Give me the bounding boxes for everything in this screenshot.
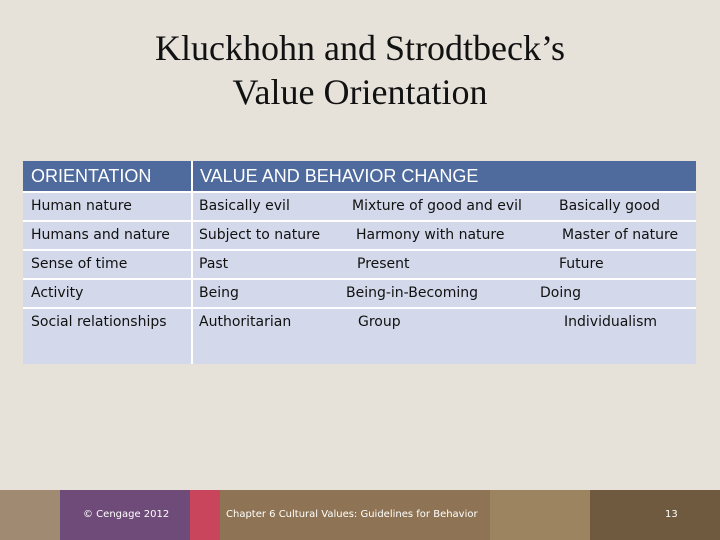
textile-stripe <box>0 490 60 540</box>
row-value: Present <box>357 256 410 272</box>
row-value: Subject to nature <box>199 227 321 243</box>
footer-page-number: 13 <box>665 509 678 520</box>
row-value: Mixture of good and evil <box>352 198 522 214</box>
footer-copyright: © Cengage 2012 <box>83 509 170 520</box>
table-header-row <box>23 161 696 191</box>
row-value: Future <box>559 256 604 272</box>
row-value: Basically evil <box>199 198 290 214</box>
row-value: Individualism <box>564 314 658 330</box>
textile-stripe <box>590 490 720 540</box>
slide-title <box>0 26 720 114</box>
title-line-2: Value Orientation <box>232 72 488 112</box>
table-row <box>23 280 696 307</box>
row-value: Basically good <box>559 198 661 214</box>
row-label: Activity <box>31 285 84 301</box>
table-row <box>23 193 696 220</box>
column-divider <box>191 309 193 364</box>
column-divider <box>191 251 193 278</box>
row-value: Doing <box>540 285 581 301</box>
column-divider <box>191 222 193 249</box>
table-row <box>23 251 696 278</box>
row-value: Master of nature <box>562 227 679 243</box>
row-value: Being <box>199 285 239 301</box>
row-label: Human nature <box>31 198 132 214</box>
header-value-behavior: VALUE AND BEHAVIOR CHANGE <box>200 166 479 186</box>
header-orientation: ORIENTATION <box>31 166 152 186</box>
value-orientation-table <box>23 161 696 364</box>
column-divider <box>191 161 193 191</box>
textile-stripe <box>190 490 220 540</box>
column-divider <box>191 280 193 307</box>
row-value: Harmony with nature <box>356 227 505 243</box>
footer-chapter: Chapter 6 Cultural Values: Guidelines for Behavior <box>226 509 478 520</box>
row-value: Being-in-Becoming <box>346 285 479 301</box>
textile-stripe <box>490 490 590 540</box>
row-label: Sense of time <box>31 256 128 272</box>
row-label: Social relationships <box>31 314 167 330</box>
table-row <box>23 222 696 249</box>
column-divider <box>191 193 193 220</box>
row-label: Humans and nature <box>31 227 170 243</box>
table-row <box>23 309 696 364</box>
row-value: Group <box>358 314 401 330</box>
textile-footer-banner <box>0 490 720 540</box>
title-line-1: Kluckhohn and Strodtbeck’s <box>155 28 565 68</box>
row-value: Past <box>199 256 229 272</box>
row-value: Authoritarian <box>199 314 292 330</box>
